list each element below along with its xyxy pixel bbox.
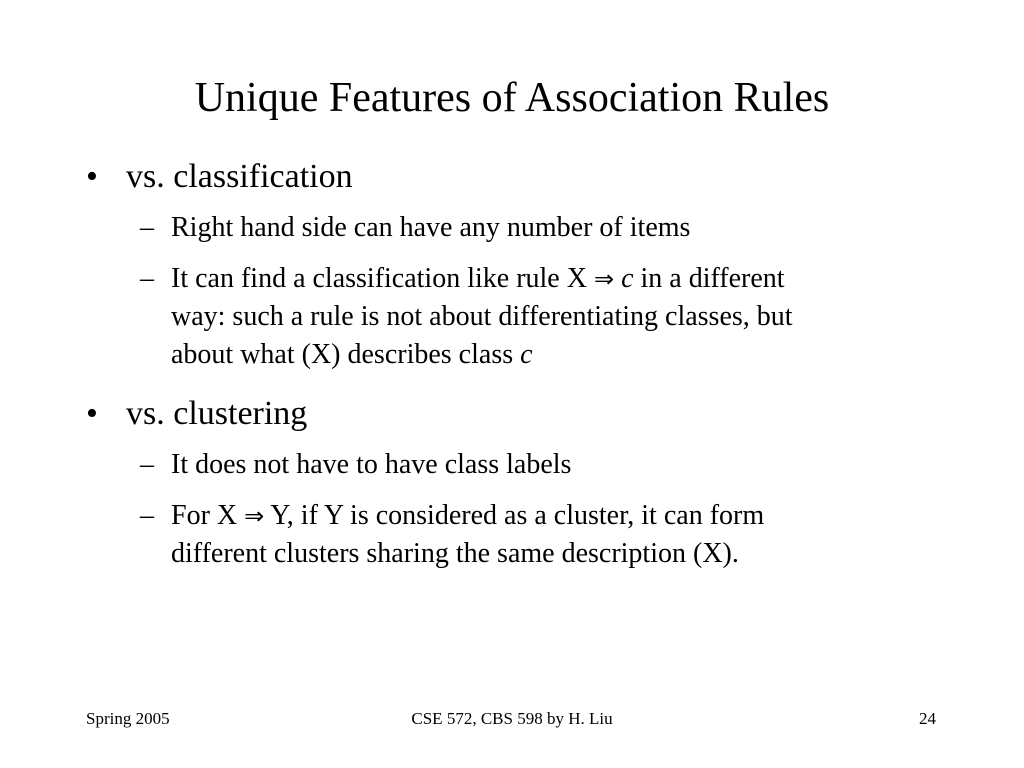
dash-marker: – (140, 500, 154, 531)
italic-symbol: c (621, 263, 634, 294)
subitem-line: Right hand side can have any number of items (171, 212, 691, 243)
subitem-class-labels (140, 446, 940, 484)
bullet-marker: • (86, 395, 98, 432)
dash-marker: – (140, 449, 154, 480)
line-text: about what (X) describes class (171, 339, 521, 370)
subitem-line: way: such a rule is not about differentiating classes, but (171, 301, 793, 332)
footer-date: Spring 2005 (86, 709, 170, 728)
bullet-text: vs. classification (126, 158, 353, 195)
italic-symbol: c (520, 339, 533, 370)
subitem-line: different clusters sharing the same description (X). (171, 538, 739, 569)
implies-arrow-icon: ⇒ (593, 265, 615, 293)
subitem-line (171, 336, 940, 374)
line-text: It can find a classification like rule X (171, 263, 594, 294)
subitem-cluster-description (140, 497, 940, 573)
subitem-right-hand-side (140, 209, 940, 247)
bullet-text: vs. clustering (126, 395, 308, 432)
dash-marker: – (140, 263, 154, 294)
subitem-classification-rule (140, 260, 940, 374)
line-text: Y, if Y is considered as a cluster, it can form (264, 500, 765, 531)
subitem-line (171, 260, 940, 298)
line-text: in a different (633, 263, 785, 294)
slide-title: Unique Features of Association Rules (194, 75, 830, 121)
footer-course: CSE 572, CBS 598 by H. Liu (411, 709, 613, 728)
bullet-marker: • (86, 158, 98, 195)
subitem-line: It does not have to have class labels (171, 449, 572, 480)
bullet-clustering (86, 394, 307, 434)
line-text: For X (171, 500, 245, 531)
implies-arrow-icon: ⇒ (244, 502, 265, 530)
subitem-line (171, 497, 940, 535)
footer-page-number: 24 (919, 709, 936, 728)
bullet-classification (86, 157, 353, 197)
line-text (614, 263, 621, 294)
dash-marker: – (140, 212, 154, 243)
